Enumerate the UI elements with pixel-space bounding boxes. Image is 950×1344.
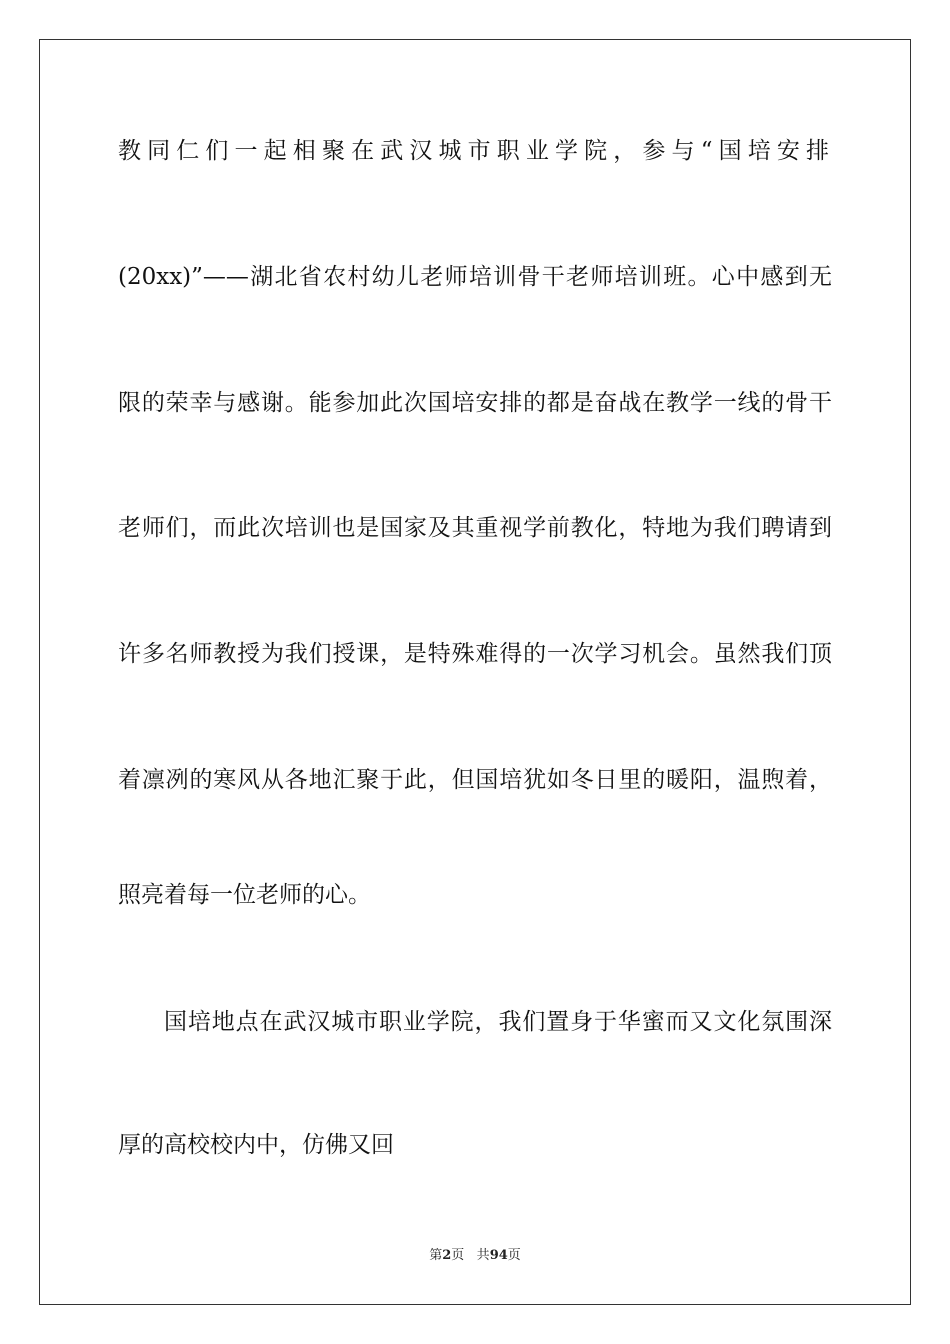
total-pages: 94 xyxy=(489,1248,508,1263)
body-text-line-6: 着凛冽的寒风从各地汇聚于此，但国培犹如冬日里的暖阳，温煦着， xyxy=(118,767,832,793)
total-label-suffix: 页 xyxy=(507,1248,521,1263)
page-number: 2 xyxy=(442,1248,452,1263)
page-label-suffix: 页 xyxy=(451,1248,465,1263)
body-text-line-8-indented: 国培地点在武汉城市职业学院，我们置身于华蜜而又文化氛围深 xyxy=(164,1009,832,1035)
body-text-line-2: (20xx)”——湖北省农村幼儿老师培训骨干老师培训班。心中感到无 xyxy=(118,264,832,290)
body-text-line-5: 许多名师教授为我们授课，是特殊难得的一次学习机会。虽然我们顶 xyxy=(118,641,832,667)
total-label-prefix: 共 xyxy=(476,1248,490,1263)
body-text-line-4: 老师们，而此次培训也是国家及其重视学前教化，特地为我们聘请到 xyxy=(118,515,832,541)
body-text-line-3: 限的荣幸与感谢。能参加此次国培安排的都是奋战在教学一线的骨干 xyxy=(118,390,832,416)
body-text-line-9: 厚的高校校内中，仿佛又回 xyxy=(118,1132,394,1158)
body-text-line-7: 照亮着每一位老师的心。 xyxy=(118,882,371,908)
page-footer xyxy=(0,1248,950,1264)
body-text-line-1: 教同仁们一起相聚在武汉城市职业学院，参与“国培安排 xyxy=(118,138,832,164)
page-label-prefix: 第 xyxy=(429,1248,443,1263)
page-border xyxy=(39,39,911,1305)
